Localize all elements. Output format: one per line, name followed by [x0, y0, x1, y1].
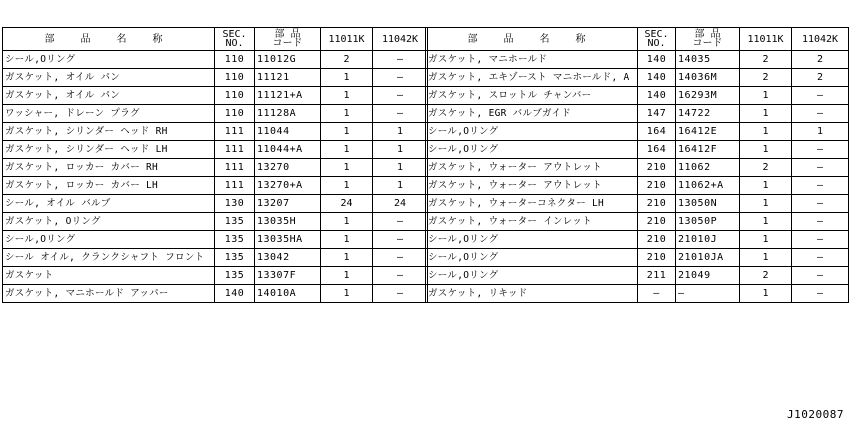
table-row	[426, 177, 849, 195]
header-part-name: 部 品 名 称	[3, 28, 215, 51]
part-code-cell: 21010J	[676, 231, 740, 249]
table-row	[426, 87, 849, 105]
part-name-cell: シール,Oリング	[3, 51, 215, 69]
qty-model-a-cell: 1	[740, 141, 792, 159]
part-name-cell: ガスケット, ウォーター アウトレット	[426, 159, 638, 177]
qty-model-b-cell: –	[792, 177, 849, 195]
table-row	[3, 231, 428, 249]
qty-model-a-cell: 1	[740, 249, 792, 267]
table-row	[3, 267, 428, 285]
table-row	[426, 213, 849, 231]
header-model-b: 11042K	[373, 28, 428, 51]
part-code-cell: 16412F	[676, 141, 740, 159]
table-row	[426, 249, 849, 267]
part-code-cell: 13270+A	[255, 177, 321, 195]
header-part-code	[676, 28, 740, 51]
table-row	[426, 285, 849, 303]
header-row	[426, 28, 849, 51]
qty-model-a-cell: 2	[740, 69, 792, 87]
qty-model-b-cell: 24	[373, 195, 428, 213]
sec-no-cell: 135	[215, 213, 255, 231]
table-row	[3, 285, 428, 303]
parts-table-left	[2, 27, 428, 303]
qty-model-b-cell: –	[373, 87, 428, 105]
sec-no-cell: 135	[215, 267, 255, 285]
part-name-cell: ガスケット	[3, 267, 215, 285]
header-code-top: 部 品	[274, 29, 301, 40]
sec-no-cell: 210	[638, 177, 676, 195]
qty-model-a-cell: 1	[321, 87, 373, 105]
part-name-cell: ガスケット, ウォーターコネクター LH	[426, 195, 638, 213]
part-name-cell: シール,Oリング	[426, 267, 638, 285]
sec-no-cell: 164	[638, 123, 676, 141]
header-code-bottom: コード	[692, 38, 723, 49]
part-name-cell: ガスケット, スロットル チャンバー	[426, 87, 638, 105]
part-code-cell: 13050P	[676, 213, 740, 231]
qty-model-a-cell: 1	[740, 231, 792, 249]
table-row	[3, 249, 428, 267]
sec-no-cell: 210	[638, 213, 676, 231]
qty-model-b-cell: –	[792, 87, 849, 105]
part-name-cell: ワッシャー, ドレーン プラグ	[3, 105, 215, 123]
qty-model-a-cell: 2	[740, 51, 792, 69]
sec-no-cell: 135	[215, 231, 255, 249]
part-code-cell: 13050N	[676, 195, 740, 213]
qty-model-a-cell: 1	[740, 123, 792, 141]
part-name-cell: ガスケット, Oリング	[3, 213, 215, 231]
sec-no-cell: 140	[638, 87, 676, 105]
qty-model-b-cell: –	[792, 249, 849, 267]
part-code-cell: 13035H	[255, 213, 321, 231]
header-model-a: 11011K	[321, 28, 373, 51]
part-name-cell: シール, オイル バルブ	[3, 195, 215, 213]
table-row	[3, 177, 428, 195]
header-sec-no	[638, 28, 676, 51]
qty-model-b-cell: –	[373, 231, 428, 249]
part-code-cell: 14722	[676, 105, 740, 123]
qty-model-b-cell: –	[792, 159, 849, 177]
header-sec-bottom: NO.	[225, 38, 244, 49]
qty-model-a-cell: 1	[321, 123, 373, 141]
sec-no-cell: 210	[638, 195, 676, 213]
header-sec-top: SEC.	[644, 29, 669, 40]
part-code-cell: 11062+A	[676, 177, 740, 195]
qty-model-a-cell: 24	[321, 195, 373, 213]
qty-model-a-cell: 2	[740, 267, 792, 285]
qty-model-b-cell: 1	[373, 177, 428, 195]
table-row	[426, 51, 849, 69]
qty-model-a-cell: 1	[321, 105, 373, 123]
qty-model-a-cell: 1	[740, 213, 792, 231]
qty-model-a-cell: 1	[740, 177, 792, 195]
table-row	[426, 69, 849, 87]
part-code-cell: 11121+A	[255, 87, 321, 105]
part-name-cell: ガスケット, オイル パン	[3, 69, 215, 87]
part-name-cell: シール,Oリング	[3, 231, 215, 249]
sec-no-cell: 210	[638, 231, 676, 249]
qty-model-a-cell: 2	[321, 51, 373, 69]
sec-no-cell: 110	[215, 105, 255, 123]
part-name-cell: ガスケット, ウォーター アウトレット	[426, 177, 638, 195]
part-name-cell: ガスケット, リキッド	[426, 285, 638, 303]
sec-no-cell: 110	[215, 69, 255, 87]
qty-model-b-cell: –	[792, 213, 849, 231]
part-code-cell: 11012G	[255, 51, 321, 69]
header-model-a: 11011K	[740, 28, 792, 51]
table-row	[3, 195, 428, 213]
part-name-cell: ガスケット, ロッカー カバー RH	[3, 159, 215, 177]
header-sec-no	[215, 28, 255, 51]
part-code-cell: 13042	[255, 249, 321, 267]
header-sec-bottom: NO.	[647, 38, 666, 49]
qty-model-a-cell: 1	[321, 249, 373, 267]
qty-model-b-cell: 1	[792, 123, 849, 141]
part-code-cell: 14036M	[676, 69, 740, 87]
sec-no-cell: 164	[638, 141, 676, 159]
part-name-cell: シール,Oリング	[426, 123, 638, 141]
qty-model-b-cell: 2	[792, 51, 849, 69]
left-table-body	[3, 51, 428, 303]
qty-model-a-cell: 1	[321, 285, 373, 303]
qty-model-a-cell: 1	[321, 177, 373, 195]
part-code-cell: 16412E	[676, 123, 740, 141]
part-code-cell: 13035HA	[255, 231, 321, 249]
part-code-cell: 21010JA	[676, 249, 740, 267]
table-row	[426, 231, 849, 249]
part-code-cell: 14010A	[255, 285, 321, 303]
part-code-cell: 21049	[676, 267, 740, 285]
table-row	[3, 105, 428, 123]
header-part-name: 部 品 名 称	[426, 28, 638, 51]
qty-model-b-cell: –	[373, 267, 428, 285]
qty-model-a-cell: 1	[321, 231, 373, 249]
sec-no-cell: 111	[215, 177, 255, 195]
sec-no-cell: 135	[215, 249, 255, 267]
qty-model-b-cell: –	[373, 249, 428, 267]
header-model-b: 11042K	[792, 28, 849, 51]
table-row	[426, 159, 849, 177]
part-code-cell: 13307F	[255, 267, 321, 285]
sec-no-cell: 111	[215, 123, 255, 141]
part-name-cell: ガスケット, マニホールド	[426, 51, 638, 69]
part-name-cell: ガスケット, シリンダー ヘッド LH	[3, 141, 215, 159]
qty-model-b-cell: 1	[373, 123, 428, 141]
table-row	[3, 51, 428, 69]
part-name-cell: ガスケット, EGR バルブガイド	[426, 105, 638, 123]
qty-model-b-cell: 1	[373, 141, 428, 159]
part-name-cell: シール オイル, クランクシャフト フロント	[3, 249, 215, 267]
qty-model-b-cell: 1	[373, 159, 428, 177]
table-row	[3, 141, 428, 159]
part-code-cell: 16293M	[676, 87, 740, 105]
sec-no-cell: –	[638, 285, 676, 303]
sec-no-cell: 140	[638, 69, 676, 87]
sec-no-cell: 211	[638, 267, 676, 285]
part-name-cell: ガスケット, マニホールド アッパー	[3, 285, 215, 303]
header-code-top: 部 品	[694, 29, 721, 40]
qty-model-a-cell: 1	[321, 159, 373, 177]
part-code-cell: –	[676, 285, 740, 303]
qty-model-b-cell: –	[792, 105, 849, 123]
qty-model-b-cell: –	[373, 213, 428, 231]
part-name-cell: シール,Oリング	[426, 249, 638, 267]
qty-model-b-cell: –	[792, 231, 849, 249]
qty-model-a-cell: 1	[321, 213, 373, 231]
qty-model-a-cell: 1	[321, 141, 373, 159]
part-code-cell: 11121	[255, 69, 321, 87]
qty-model-a-cell: 1	[321, 69, 373, 87]
part-code-cell: 14035	[676, 51, 740, 69]
part-name-cell: シール,Oリング	[426, 231, 638, 249]
qty-model-a-cell: 1	[740, 195, 792, 213]
table-row	[3, 123, 428, 141]
sec-no-cell: 210	[638, 249, 676, 267]
qty-model-a-cell: 1	[740, 285, 792, 303]
table-row	[426, 141, 849, 159]
table-row	[426, 105, 849, 123]
qty-model-a-cell: 1	[740, 87, 792, 105]
header-sec-top: SEC.	[222, 29, 247, 40]
sec-no-cell: 147	[638, 105, 676, 123]
part-name-cell: ガスケット, エキゾースト マニホールド, A	[426, 69, 638, 87]
sec-no-cell: 111	[215, 159, 255, 177]
table-row	[3, 213, 428, 231]
sec-no-cell: 140	[215, 285, 255, 303]
header-row	[3, 28, 428, 51]
part-name-cell: ガスケット, オイル パン	[3, 87, 215, 105]
part-code-cell: 11128A	[255, 105, 321, 123]
table-row	[3, 159, 428, 177]
part-name-cell: ガスケット, ウォーター インレット	[426, 213, 638, 231]
qty-model-b-cell: –	[792, 195, 849, 213]
table-row	[426, 123, 849, 141]
sec-no-cell: 111	[215, 141, 255, 159]
table-row	[3, 69, 428, 87]
sec-no-cell: 110	[215, 87, 255, 105]
qty-model-b-cell: –	[373, 69, 428, 87]
qty-model-b-cell: –	[373, 51, 428, 69]
part-name-cell: シール,Oリング	[426, 141, 638, 159]
sec-no-cell: 130	[215, 195, 255, 213]
part-code-cell: 11044	[255, 123, 321, 141]
sec-no-cell: 210	[638, 159, 676, 177]
header-part-code	[255, 28, 321, 51]
parts-table-right	[425, 27, 849, 303]
qty-model-b-cell: 2	[792, 69, 849, 87]
table-row	[426, 267, 849, 285]
header-code-bottom: コード	[272, 38, 303, 49]
part-code-cell: 11062	[676, 159, 740, 177]
part-code-cell: 13270	[255, 159, 321, 177]
qty-model-a-cell: 2	[740, 159, 792, 177]
part-code-cell: 11044+A	[255, 141, 321, 159]
qty-model-b-cell: –	[792, 141, 849, 159]
table-row	[426, 195, 849, 213]
part-code-cell: 13207	[255, 195, 321, 213]
qty-model-b-cell: –	[792, 285, 849, 303]
qty-model-b-cell: –	[373, 105, 428, 123]
qty-model-b-cell: –	[373, 285, 428, 303]
document-id: J1020087	[787, 408, 844, 421]
part-name-cell: ガスケット, ロッカー カバー LH	[3, 177, 215, 195]
qty-model-a-cell: 1	[740, 105, 792, 123]
right-table-body	[426, 51, 849, 303]
part-name-cell: ガスケット, シリンダー ヘッド RH	[3, 123, 215, 141]
qty-model-b-cell: –	[792, 267, 849, 285]
table-row	[3, 87, 428, 105]
sec-no-cell: 110	[215, 51, 255, 69]
qty-model-a-cell: 1	[321, 267, 373, 285]
sec-no-cell: 140	[638, 51, 676, 69]
